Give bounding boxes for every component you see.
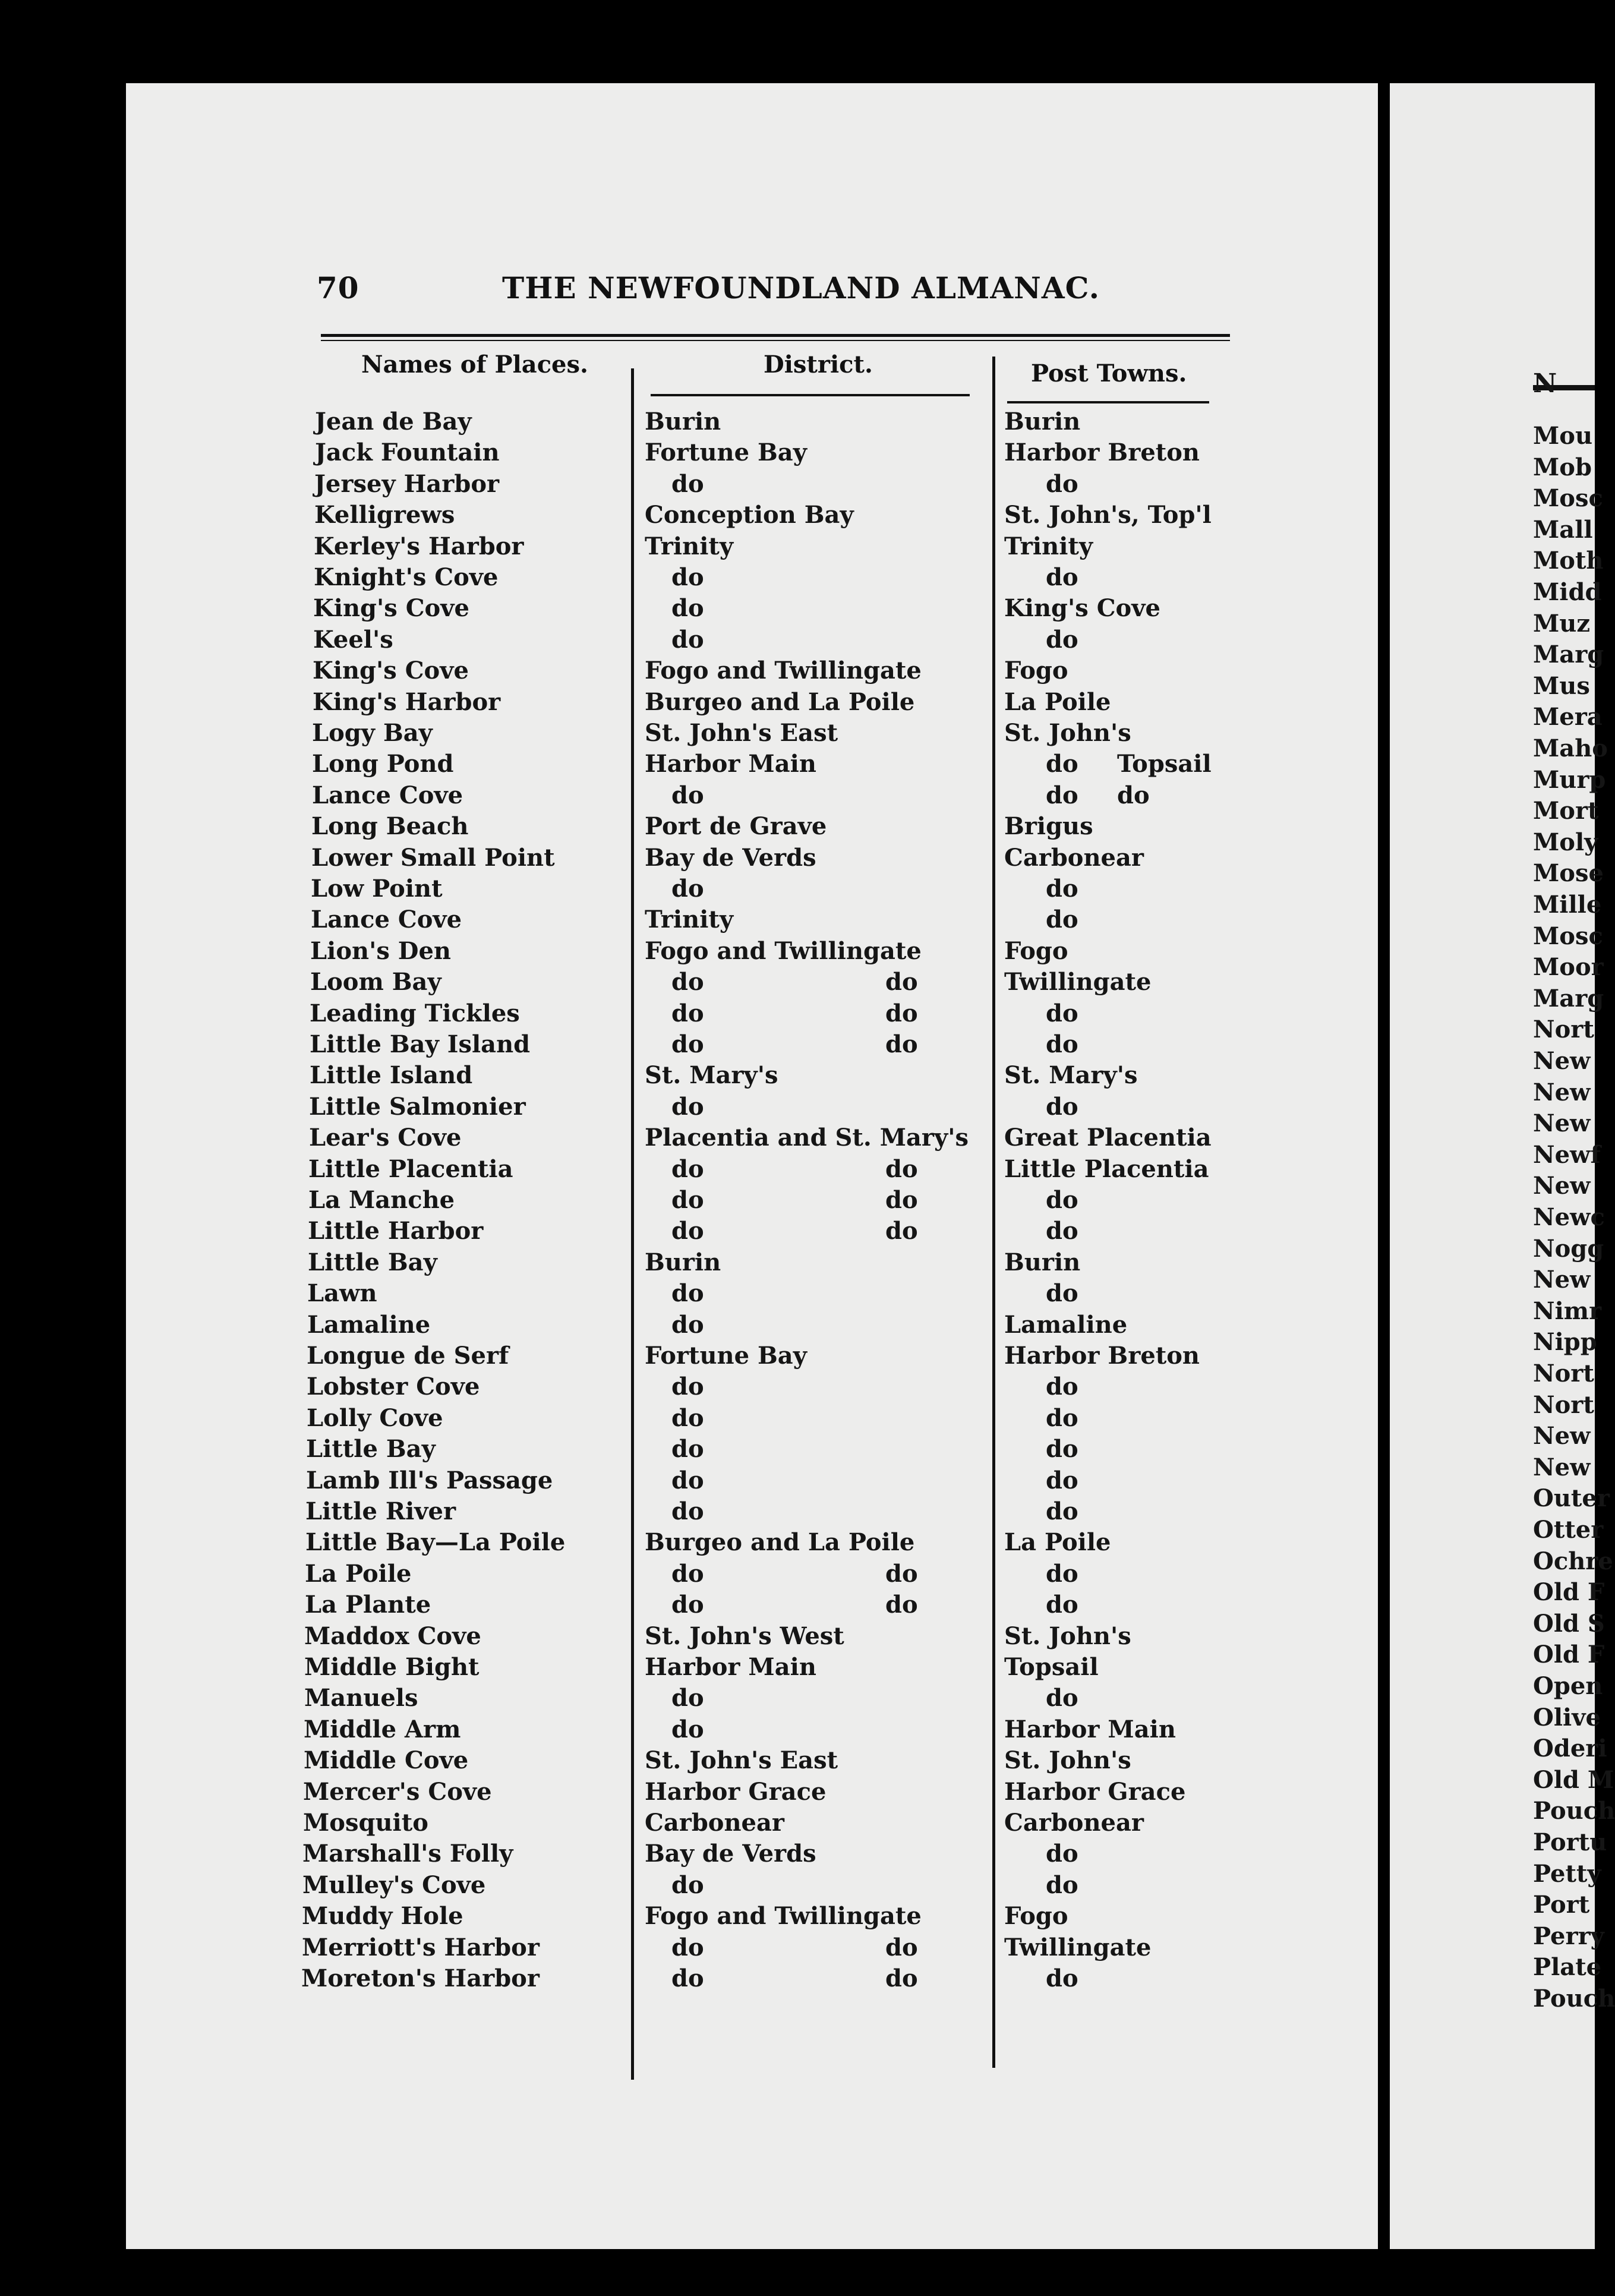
- place-name: Kerley's Harbor: [314, 532, 524, 560]
- post-town-cell: do: [1046, 1840, 1078, 1868]
- facing-place-name: Mille: [1533, 891, 1602, 919]
- place-name: Middle Cove: [304, 1746, 469, 1774]
- place-name: Knight's Cove: [314, 563, 499, 591]
- post-town-cell: do: [1046, 1404, 1078, 1432]
- post-town-cell: Fogo: [1004, 1902, 1068, 1930]
- facing-place-name: New: [1533, 1266, 1591, 1294]
- district-cell: do: [671, 1560, 704, 1588]
- district-cell: St. John's West: [645, 1622, 844, 1650]
- post-town-cell: Brigus: [1004, 812, 1093, 840]
- place-name: La Poile: [305, 1560, 412, 1588]
- facing-place-name: Open: [1533, 1672, 1603, 1700]
- place-name: Little Salmonier: [309, 1093, 526, 1121]
- facing-place-name: Mera: [1533, 703, 1603, 731]
- district-cell: Harbor Main: [645, 750, 816, 778]
- facing-place-name: Muz: [1533, 610, 1591, 638]
- place-name: Manuels: [304, 1684, 418, 1712]
- district-cell: do: [671, 999, 704, 1027]
- place-name: Lawn: [307, 1279, 377, 1307]
- post-town-cell: Fogo: [1004, 937, 1068, 965]
- district-cell: Fortune Bay: [645, 1342, 807, 1370]
- district-ditto-cell: do: [885, 1560, 918, 1588]
- district-cell: do: [671, 594, 704, 622]
- post-town-cell: do: [1046, 781, 1078, 809]
- district-cell: Trinity: [645, 532, 734, 560]
- district-cell: do: [671, 470, 704, 498]
- place-name: Mosquito: [303, 1809, 428, 1837]
- post-town-cell: Harbor Main: [1004, 1715, 1176, 1743]
- district-ditto-cell: do: [885, 1155, 918, 1183]
- district-cell: Port de Grave: [645, 812, 827, 840]
- place-name: Little River: [305, 1497, 456, 1525]
- district-cell: Burgeo and La Poile: [645, 688, 915, 716]
- place-name: Lance Cove: [311, 906, 462, 933]
- district-cell: do: [671, 1466, 704, 1494]
- place-name: King's Cove: [313, 657, 469, 685]
- page-title: THE NEWFOUNDLAND ALMANAC.: [502, 270, 1100, 305]
- place-name: Lobster Cove: [307, 1373, 480, 1401]
- district-cell: do: [671, 1497, 704, 1525]
- district-cell: do: [671, 626, 704, 654]
- place-name: King's Harbor: [313, 688, 501, 716]
- district-cell: Harbor Grace: [645, 1778, 827, 1806]
- facing-place-name: New: [1533, 1109, 1591, 1137]
- place-name: Lower Small Point: [311, 844, 555, 872]
- facing-place-name: Mou: [1533, 422, 1593, 450]
- place-name: Maddox Cove: [304, 1622, 481, 1650]
- facing-place-name: Murp: [1533, 766, 1606, 794]
- post-town-cell: Harbor Breton: [1004, 1342, 1200, 1370]
- place-name: Loom Bay: [310, 968, 441, 996]
- district-cell: do: [671, 1311, 704, 1339]
- place-name: Merriott's Harbor: [302, 1934, 540, 1961]
- district-cell: do: [671, 563, 704, 591]
- district-cell: St. John's East: [645, 1746, 838, 1774]
- facing-place-name: Perry: [1533, 1922, 1604, 1950]
- district-cell: Burgeo and La Poile: [645, 1528, 915, 1556]
- post-town-2-cell: do: [1117, 781, 1150, 809]
- district-cell: Fortune Bay: [645, 439, 807, 466]
- facing-place-name: New: [1533, 1047, 1591, 1075]
- facing-place-name: New: [1533, 1078, 1591, 1106]
- district-cell: Fogo and Twillingate: [645, 1902, 922, 1930]
- district-cell: do: [671, 1404, 704, 1432]
- facing-place-name: Port: [1533, 1891, 1590, 1919]
- facing-place-name: Old F: [1533, 1578, 1605, 1606]
- place-name: Leading Tickles: [310, 999, 520, 1027]
- facing-place-name: Pouch: [1533, 1985, 1615, 2013]
- district-header-rule: [651, 394, 970, 396]
- place-name: Little Harbor: [308, 1217, 484, 1245]
- district-cell: do: [671, 1934, 704, 1961]
- post-town-cell: La Poile: [1004, 688, 1111, 716]
- facing-place-name: Moth: [1533, 547, 1604, 575]
- post-town-cell: do: [1046, 626, 1078, 654]
- post-town-cell: do: [1046, 999, 1078, 1027]
- post-town-cell: Twillingate: [1004, 1934, 1152, 1961]
- post-town-cell: do: [1046, 470, 1078, 498]
- place-name: La Plante: [305, 1591, 431, 1619]
- post-town-cell: St. John's, Top'l: [1004, 501, 1212, 529]
- post-town-cell: do: [1046, 1186, 1078, 1214]
- district-cell: do: [671, 1279, 704, 1307]
- district-cell: Fogo and Twillingate: [645, 657, 922, 685]
- facing-place-name: Mose: [1533, 859, 1604, 887]
- place-name: Lance Cove: [312, 781, 463, 809]
- district-ditto-cell: do: [885, 1964, 918, 1992]
- header-rule: [321, 334, 1230, 337]
- post-town-cell: Lamaline: [1004, 1311, 1128, 1339]
- facing-place-name: Newc: [1533, 1203, 1605, 1231]
- column-header-post-towns: Post Towns.: [1031, 359, 1187, 387]
- district-ditto-cell: do: [885, 1217, 918, 1245]
- district-cell: Burin: [645, 1248, 721, 1276]
- place-name: Middle Arm: [304, 1715, 461, 1743]
- place-name: Jack Fountain: [315, 439, 500, 466]
- district-cell: do: [671, 1435, 704, 1463]
- place-name: Long Beach: [311, 812, 469, 840]
- post-town-cell: Harbor Grace: [1004, 1778, 1186, 1806]
- post-town-cell: do: [1046, 563, 1078, 591]
- post-town-cell: St. John's: [1004, 719, 1131, 747]
- facing-place-name: Moly: [1533, 828, 1598, 856]
- district-cell: Fogo and Twillingate: [645, 937, 922, 965]
- facing-place-name: Old F: [1533, 1641, 1605, 1669]
- post-town-cell: Little Placentia: [1004, 1155, 1209, 1183]
- facing-place-name: Oderi: [1533, 1734, 1607, 1762]
- facing-place-name: Moor: [1533, 953, 1604, 981]
- facing-place-name: Mort: [1533, 797, 1599, 825]
- facing-place-name: Nort: [1533, 1015, 1594, 1043]
- facing-place-name: New: [1533, 1422, 1591, 1450]
- facing-place-name: Portu: [1533, 1828, 1607, 1856]
- post-town-cell: do: [1046, 1093, 1078, 1121]
- place-name: Marshall's Folly: [302, 1840, 513, 1868]
- facing-place-name: Otter: [1533, 1516, 1604, 1544]
- place-name: Little Island: [310, 1061, 473, 1089]
- district-cell: do: [671, 1030, 704, 1058]
- facing-place-name: Petty: [1533, 1860, 1601, 1888]
- district-cell: St. Mary's: [645, 1061, 778, 1089]
- column-divider-1: [631, 368, 634, 2080]
- place-name: Lion's Den: [310, 937, 451, 965]
- book-gutter: [1378, 83, 1390, 2249]
- district-cell: Bay de Verds: [645, 1840, 816, 1868]
- facing-place-name: New: [1533, 1453, 1591, 1481]
- district-ditto-cell: do: [885, 1186, 918, 1214]
- facing-place-name: New: [1533, 1172, 1591, 1200]
- place-name: Lear's Cove: [309, 1124, 462, 1152]
- post-town-cell: Topsail: [1004, 1653, 1099, 1681]
- facing-place-name: Nort: [1533, 1391, 1594, 1419]
- district-cell: do: [671, 781, 704, 809]
- post-town-cell: do: [1046, 1591, 1078, 1619]
- post-town-cell: do: [1046, 750, 1078, 778]
- facing-place-name: Midd: [1533, 578, 1602, 606]
- post-town-cell: Fogo: [1004, 657, 1068, 685]
- post-town-cell: Harbor Breton: [1004, 439, 1200, 466]
- place-name: Kelligrews: [314, 501, 455, 529]
- place-name: Muddy Hole: [302, 1902, 463, 1930]
- facing-place-name: Old M: [1533, 1766, 1614, 1794]
- facing-place-name: Mosc: [1533, 922, 1603, 950]
- column-header-district: District.: [764, 351, 873, 379]
- post-town-cell: do: [1046, 906, 1078, 933]
- district-ditto-cell: do: [885, 1591, 918, 1619]
- place-name: Little Bay—La Poile: [305, 1528, 566, 1556]
- post-town-cell: St. John's: [1004, 1746, 1131, 1774]
- facing-place-name: Ochre: [1533, 1547, 1613, 1575]
- place-name: Mercer's Cove: [303, 1778, 492, 1806]
- facing-place-name: Mall: [1533, 516, 1593, 544]
- facing-place-name: Old S: [1533, 1610, 1605, 1638]
- facing-place-name: Plate: [1533, 1953, 1602, 1981]
- post-town-cell: Trinity: [1004, 532, 1093, 560]
- post-town-cell: do: [1046, 1466, 1078, 1494]
- post-town-cell: Burin: [1004, 408, 1081, 436]
- district-ditto-cell: do: [885, 1934, 918, 1961]
- district-ditto-cell: do: [885, 999, 918, 1027]
- post-header-rule: [1007, 401, 1209, 403]
- district-cell: do: [671, 1591, 704, 1619]
- place-name: Jean de Bay: [315, 408, 472, 436]
- facing-place-name: Olive: [1533, 1704, 1601, 1732]
- facing-place-name: Newf: [1533, 1141, 1601, 1169]
- district-cell: Placentia and St. Mary's: [645, 1124, 969, 1152]
- facing-place-name: Maho: [1533, 734, 1608, 762]
- district-cell: do: [671, 1093, 704, 1121]
- place-name: Lolly Cove: [307, 1404, 443, 1432]
- district-ditto-cell: do: [885, 968, 918, 996]
- post-town-cell: do: [1046, 1217, 1078, 1245]
- column-divider-2: [992, 357, 995, 2068]
- facing-place-name: Mus: [1533, 672, 1590, 700]
- district-cell: Conception Bay: [645, 501, 854, 529]
- district-cell: do: [671, 968, 704, 996]
- district-cell: do: [671, 1715, 704, 1743]
- post-town-cell: St. Mary's: [1004, 1061, 1138, 1089]
- facing-place-name: Nort: [1533, 1360, 1594, 1387]
- place-name: Lamaline: [307, 1311, 431, 1339]
- district-cell: Carbonear: [645, 1809, 784, 1837]
- place-name: Longue de Serf: [307, 1342, 509, 1370]
- place-name: Little Bay Island: [310, 1030, 531, 1058]
- place-name: Logy Bay: [312, 719, 433, 747]
- district-cell: do: [671, 1186, 704, 1214]
- facing-place-name: Nipp: [1533, 1328, 1597, 1356]
- place-name: Little Bay: [308, 1248, 437, 1276]
- facing-place-name: Mob: [1533, 453, 1592, 481]
- post-town-cell: do: [1046, 1871, 1078, 1899]
- post-town-cell: do: [1046, 1030, 1078, 1058]
- facing-place-name: Mosc: [1533, 484, 1603, 512]
- post-town-cell: do: [1046, 1279, 1078, 1307]
- post-town-cell: Great Placentia: [1004, 1124, 1212, 1152]
- district-cell: Trinity: [645, 906, 734, 933]
- facing-place-name: Marg: [1533, 985, 1604, 1013]
- facing-place-name: Nogg: [1533, 1235, 1604, 1263]
- header-rule-thin: [321, 340, 1230, 341]
- post-town-cell: do: [1046, 1964, 1078, 1992]
- district-cell: Bay de Verds: [645, 844, 816, 872]
- place-name: Low Point: [311, 875, 443, 903]
- district-cell: do: [671, 1684, 704, 1712]
- post-town-cell: do: [1046, 1497, 1078, 1525]
- place-name: Long Pond: [312, 750, 454, 778]
- facing-place-name: Marg: [1533, 641, 1604, 668]
- facing-place-name: Nimr: [1533, 1297, 1602, 1325]
- place-name: Lamb Ill's Passage: [306, 1466, 553, 1494]
- place-name: Keel's: [313, 626, 393, 654]
- district-cell: Burin: [645, 408, 721, 436]
- place-name: King's Cove: [313, 594, 469, 622]
- post-town-cell: do: [1046, 1560, 1078, 1588]
- place-name: Little Placentia: [308, 1155, 513, 1183]
- place-name: Mulley's Cove: [302, 1871, 486, 1899]
- post-town-cell: Twillingate: [1004, 968, 1152, 996]
- place-name: Jersey Harbor: [314, 470, 500, 498]
- district-cell: do: [671, 1964, 704, 1992]
- post-town-cell: Carbonear: [1004, 844, 1144, 872]
- district-cell: do: [671, 1155, 704, 1183]
- post-town-cell: do: [1046, 1435, 1078, 1463]
- place-name: Little Bay: [306, 1435, 436, 1463]
- facing-place-name: Outer: [1533, 1484, 1610, 1512]
- district-cell: Harbor Main: [645, 1653, 816, 1681]
- post-town-cell: do: [1046, 875, 1078, 903]
- post-town-cell: do: [1046, 1684, 1078, 1712]
- facing-page-header-fragment: N: [1533, 368, 1557, 399]
- post-town-cell: Burin: [1004, 1248, 1081, 1276]
- district-cell: do: [671, 1373, 704, 1401]
- post-town-cell: Carbonear: [1004, 1809, 1144, 1837]
- page-number: 70: [317, 270, 359, 305]
- district-cell: do: [671, 875, 704, 903]
- post-town-cell: King's Cove: [1004, 594, 1160, 622]
- place-name: Moreton's Harbor: [301, 1964, 540, 1992]
- post-town-cell: do: [1046, 1373, 1078, 1401]
- facing-place-name: Pouch: [1533, 1797, 1615, 1825]
- post-town-2-cell: Topsail: [1117, 750, 1212, 778]
- post-town-cell: La Poile: [1004, 1528, 1111, 1556]
- district-cell: St. John's East: [645, 719, 838, 747]
- place-name: La Manche: [308, 1186, 455, 1214]
- district-ditto-cell: do: [885, 1030, 918, 1058]
- district-cell: do: [671, 1871, 704, 1899]
- district-cell: do: [671, 1217, 704, 1245]
- place-name: Middle Bight: [304, 1653, 480, 1681]
- post-town-cell: St. John's: [1004, 1622, 1131, 1650]
- column-header-names: Names of Places.: [361, 351, 588, 379]
